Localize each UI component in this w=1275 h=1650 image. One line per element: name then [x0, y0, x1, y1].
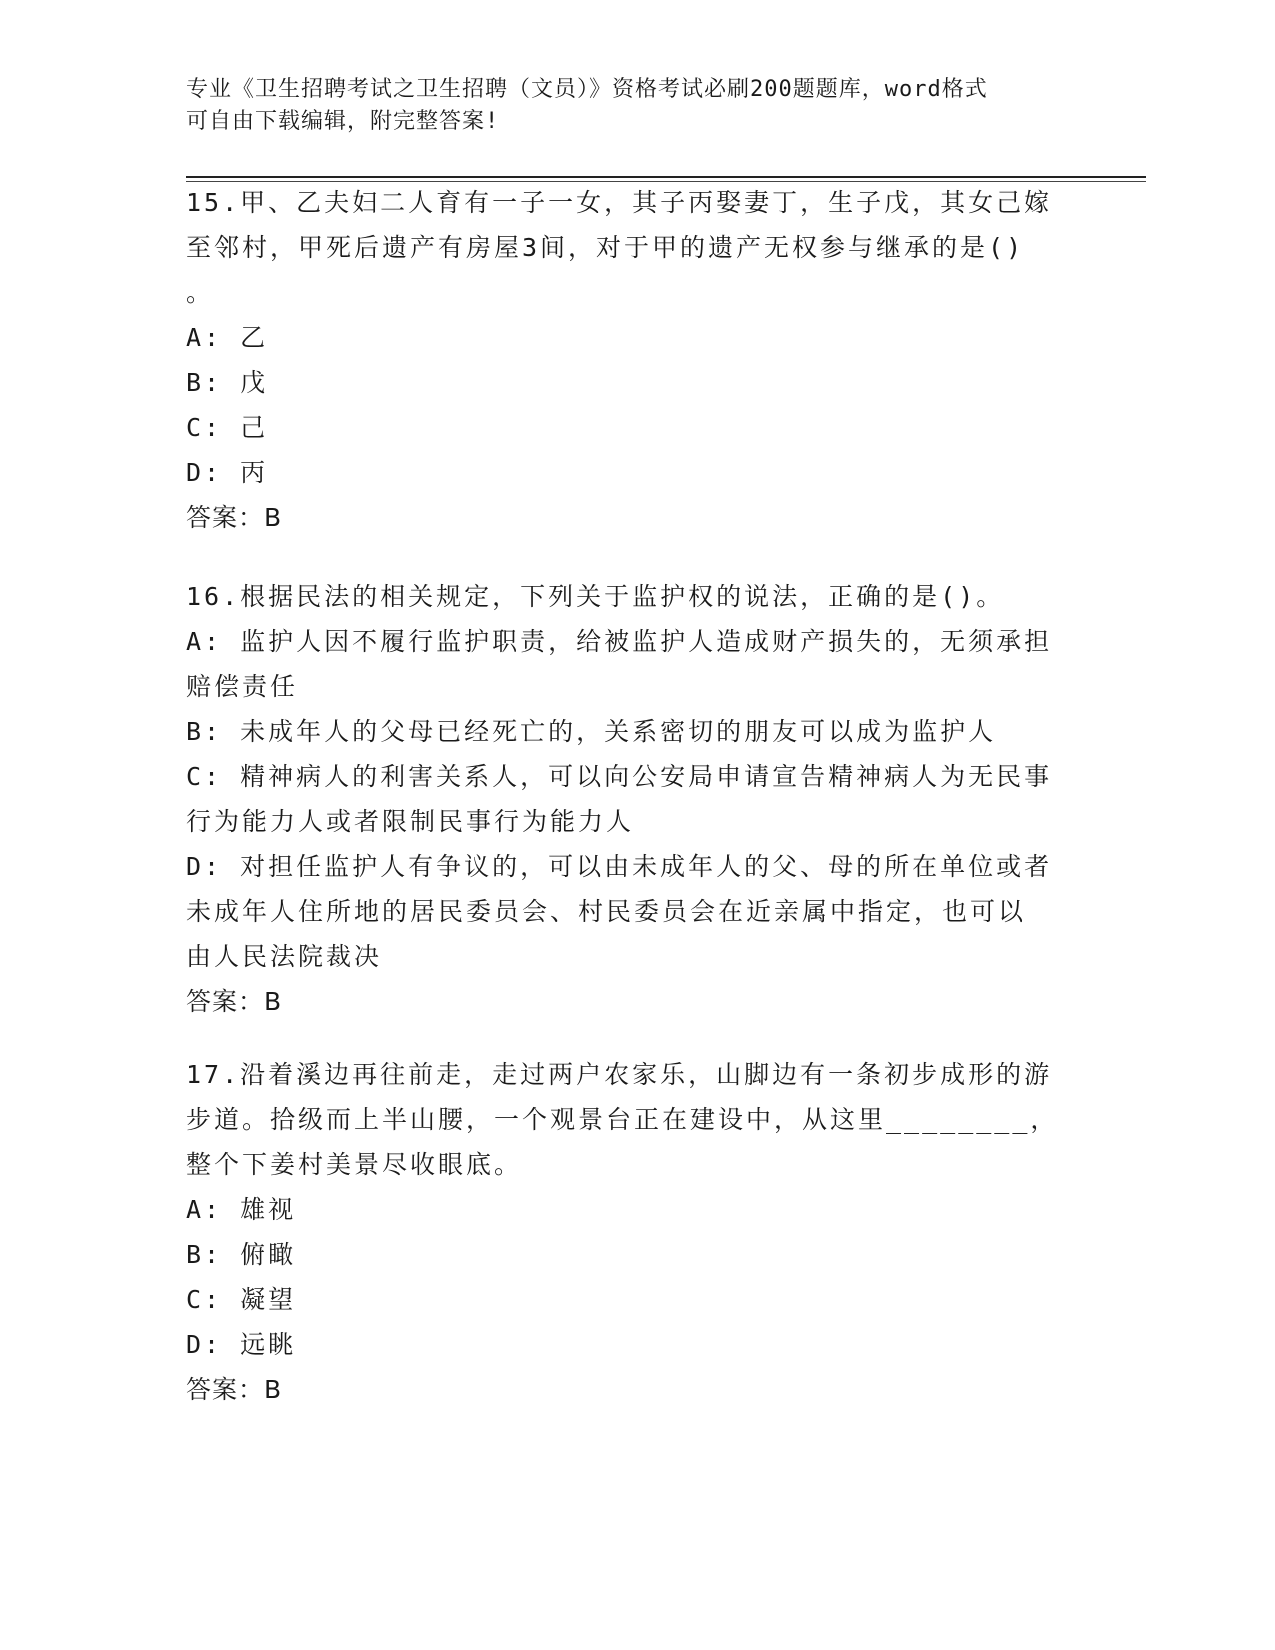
- question-stem-line: 步道。拾级而上半山腰，一个观景台正在建设中，从这里________，: [186, 1105, 1059, 1134]
- option-c: C: 精神病人的利害关系人，可以向公安局申请宣告精神病人为无民事: [186, 762, 1053, 791]
- option-a: A: 乙: [186, 323, 269, 352]
- option-d: D: 对担任监护人有争议的，可以由未成年人的父、母的所在单位或者: [186, 852, 1053, 881]
- question-stem-line: 至邻村，甲死后遗产有房屋3间，对于甲的遗产无权参与继承的是(): [186, 233, 1025, 262]
- answer-label: 答案：B: [186, 503, 283, 532]
- option-a: A: 监护人因不履行监护职责，给被监护人造成财产损失的，无须承担: [186, 627, 1053, 656]
- answer-label: 答案：B: [186, 987, 283, 1016]
- option-d: D: 远眺: [186, 1330, 297, 1359]
- option-c: C: 己: [186, 413, 269, 442]
- question-stem-line: 17.沿着溪边再往前走，走过两户农家乐，山脚边有一条初步成形的游: [186, 1060, 1053, 1089]
- option-a: A: 雄视: [186, 1195, 297, 1224]
- question-stem-line: 15.甲、乙夫妇二人育有一子一女，其子丙娶妻丁，生子戊，其女己嫁: [186, 188, 1053, 217]
- document-header: [186, 74, 1066, 138]
- option-a-continued: 赔偿责任: [186, 672, 299, 701]
- question-16: [186, 574, 1066, 1024]
- answer-label: 答案：B: [186, 1375, 283, 1404]
- question-15: [186, 180, 1066, 540]
- option-d-continued: 由人民法院裁决: [186, 942, 383, 971]
- question-stem-line: 。: [186, 278, 215, 307]
- header-line: 可自由下载编辑，附完整答案!: [186, 109, 500, 134]
- option-b: B: 俯瞰: [186, 1240, 297, 1269]
- header-divider-thick: [186, 176, 1146, 178]
- question-stem-line: 整个下姜村美景尽收眼底。: [186, 1150, 523, 1179]
- question-stem-line: 16.根据民法的相关规定，下列关于监护权的说法，正确的是()。: [186, 582, 1005, 611]
- option-d: D: 丙: [186, 458, 269, 487]
- option-b: B: 未成年人的父母已经死亡的，关系密切的朋友可以成为监护人: [186, 717, 997, 746]
- header-line: 专业《卫生招聘考试之卫生招聘（文员）》资格考试必刷200题题库，word格式: [186, 77, 988, 102]
- option-b: B: 戊: [186, 368, 269, 397]
- option-c-continued: 行为能力人或者限制民事行为能力人: [186, 807, 635, 836]
- option-c: C: 凝望: [186, 1285, 297, 1314]
- option-d-continued: 未成年人住所地的居民委员会、村民委员会在近亲属中指定，也可以: [186, 897, 1027, 926]
- question-17: [186, 1052, 1066, 1412]
